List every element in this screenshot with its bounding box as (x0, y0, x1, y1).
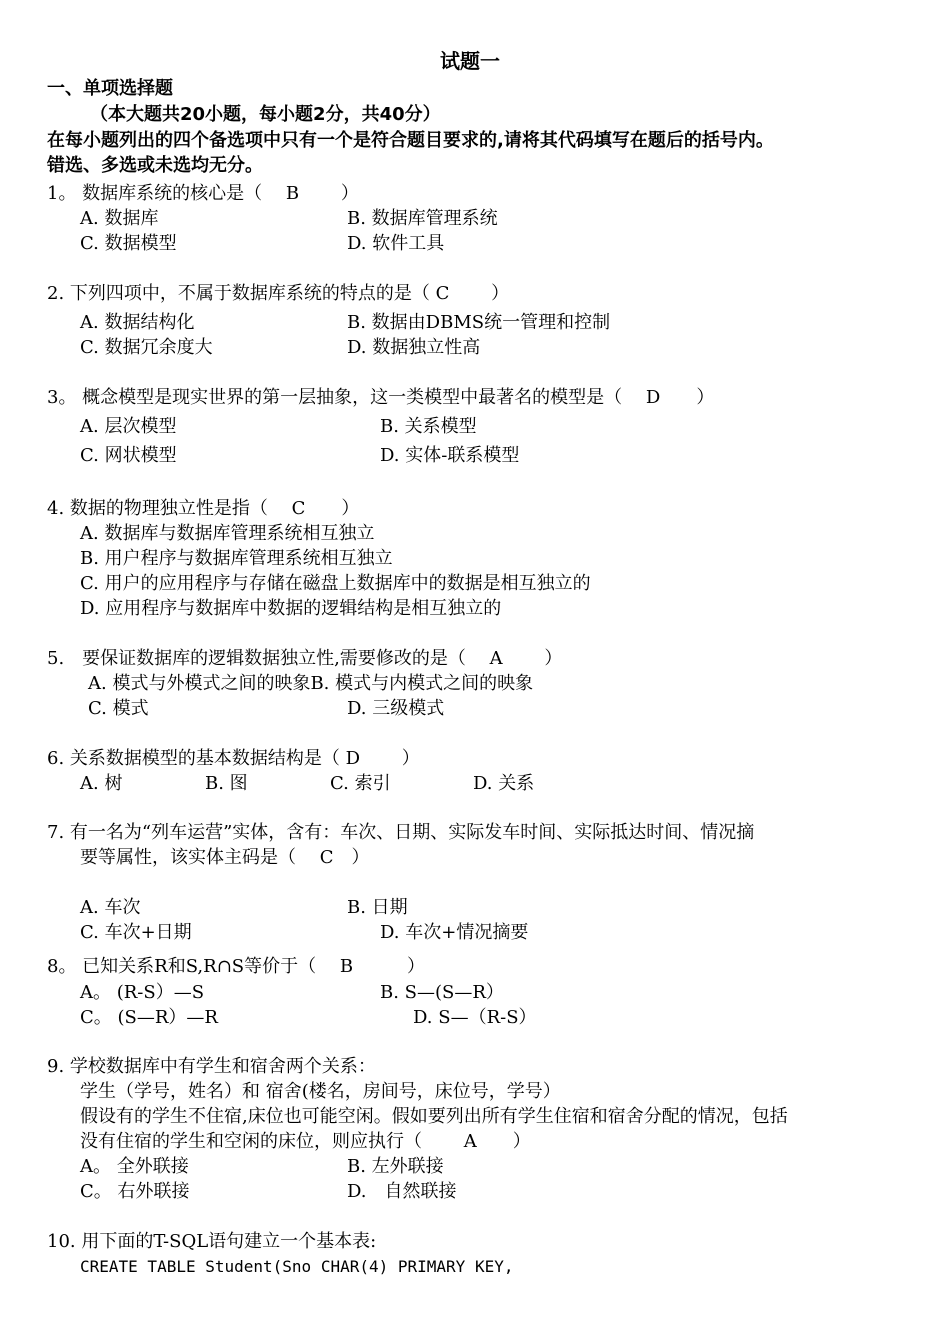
question-5-stem: 5. 要保证数据库的逻辑数据独立性,需要修改的是（ A ） (47, 648, 563, 669)
question-2-option-a: A. 数据结构化 (80, 312, 195, 333)
question-1-option-c: C. 数据模型 (80, 233, 177, 254)
question-8-option-d: D. S—（R-S） (413, 1007, 537, 1028)
question-3-stem: 3。 概念模型是现实世界的第一层抽象，这一类模型中最著名的模型是（ D ） (47, 387, 715, 408)
question-4-option-c: C. 用户的应用程序与存储在磁盘上数据库中的数据是相互独立的 (80, 573, 591, 594)
question-9-option-b: B. 左外联接 (347, 1156, 444, 1177)
question-9-stem-line-2: 学生（学号，姓名）和 宿舍(楼名，房间号，床位号，学号） (80, 1081, 561, 1102)
question-9-stem-line-1: 9. 学校数据库中有学生和宿舍两个关系： (47, 1056, 376, 1077)
question-6-option-c: C. 索引 (330, 773, 391, 794)
question-3-option-d: D. 实体-联系模型 (380, 445, 520, 466)
question-1-stem: 1。 数据库系统的核心是（ B ） (47, 183, 359, 204)
question-9-stem-line-4: 没有住宿的学生和空闲的床位，则应执行（ A ） (80, 1131, 531, 1152)
question-10-stem: 10. 用下面的T-SQL语句建立一个基本表: (47, 1231, 377, 1252)
question-5-option-c: C. 模式 (88, 698, 149, 719)
question-8-stem: 8。 已知关系R和S,R∩S等价于（ B ） (47, 956, 426, 977)
question-6-option-a: A. 树 (80, 773, 123, 794)
question-7-option-a: A. 车次 (80, 897, 141, 918)
question-7-option-d: D. 车次+情况摘要 (380, 922, 529, 943)
question-6-option-b: B. 图 (205, 773, 248, 794)
question-4-option-b: B. 用户程序与数据库管理系统相互独立 (80, 548, 393, 569)
question-9-option-a: A。 全外联接 (80, 1156, 189, 1177)
question-2-option-d: D. 数据独立性高 (347, 337, 481, 358)
question-10-code: CREATE TABLE Student(Sno CHAR(4) PRIMARY KEY, (80, 1257, 514, 1276)
question-5-option-d: D. 三级模式 (347, 698, 445, 719)
question-7-stem-line-1: 7. 有一名为“列车运营”实体，含有：车次、日期、实际发车时间、实际抵达时间、情况摘 (47, 822, 755, 843)
question-3-option-b: B. 关系模型 (380, 416, 477, 437)
question-4-stem: 4. 数据的物理独立性是指（ C ） (47, 498, 360, 519)
section-note: （本大题共20小题，每小题2分，共40分） (90, 104, 441, 125)
question-3-option-c: C. 网状模型 (80, 445, 177, 466)
question-8-option-c: C。 (S—R）—R (80, 1007, 218, 1028)
question-6-stem: 6. 关系数据模型的基本数据结构是（ D ） (47, 748, 420, 769)
question-9-option-d: D. 自然联接 (347, 1181, 457, 1202)
question-2-option-b: B. 数据由DBMS统一管理和控制 (347, 312, 611, 333)
question-8-option-a: A。 (R-S）—S (80, 982, 205, 1003)
question-9-option-c: C。 右外联接 (80, 1181, 190, 1202)
question-1-option-a: A. 数据库 (80, 208, 159, 229)
question-6-option-d: D. 关系 (473, 773, 535, 794)
question-1-option-b: B. 数据库管理系统 (347, 208, 498, 229)
question-2-option-c: C. 数据冗余度大 (80, 337, 213, 358)
question-5-option-ab: A. 模式与外模式之间的映象B. 模式与内模式之间的映象 (88, 673, 534, 694)
section-heading: 一、单项选择题 (47, 78, 173, 99)
page-title: 试题一 (440, 49, 500, 73)
question-2-stem: 2. 下列四项中，不属于数据库系统的特点的是（ C ） (47, 283, 510, 304)
question-1-option-d: D. 软件工具 (347, 233, 445, 254)
instruction-line-2: 错选、多选或未选均无分。 (47, 155, 263, 176)
question-4-option-d: D. 应用程序与数据库中数据的逻辑结构是相互独立的 (80, 598, 502, 619)
question-7-stem-line-2: 要等属性，该实体主码是（ C ） (80, 847, 370, 868)
question-8-option-b: B. S—(S—R） (380, 982, 504, 1003)
question-9-stem-line-3: 假设有的学生不住宿,床位也可能空闲。假如要列出所有学生住宿和宿舍分配的情况，包括 (80, 1106, 788, 1127)
instruction-line-1: 在每小题列出的四个备选项中只有一个是符合题目要求的,请将其代码填写在题后的括号内。 (47, 130, 774, 151)
question-7-option-b: B. 日期 (347, 897, 408, 918)
question-7-option-c: C. 车次+日期 (80, 922, 192, 943)
question-3-option-a: A. 层次模型 (80, 416, 177, 437)
question-4-option-a: A. 数据库与数据库管理系统相互独立 (80, 523, 375, 544)
